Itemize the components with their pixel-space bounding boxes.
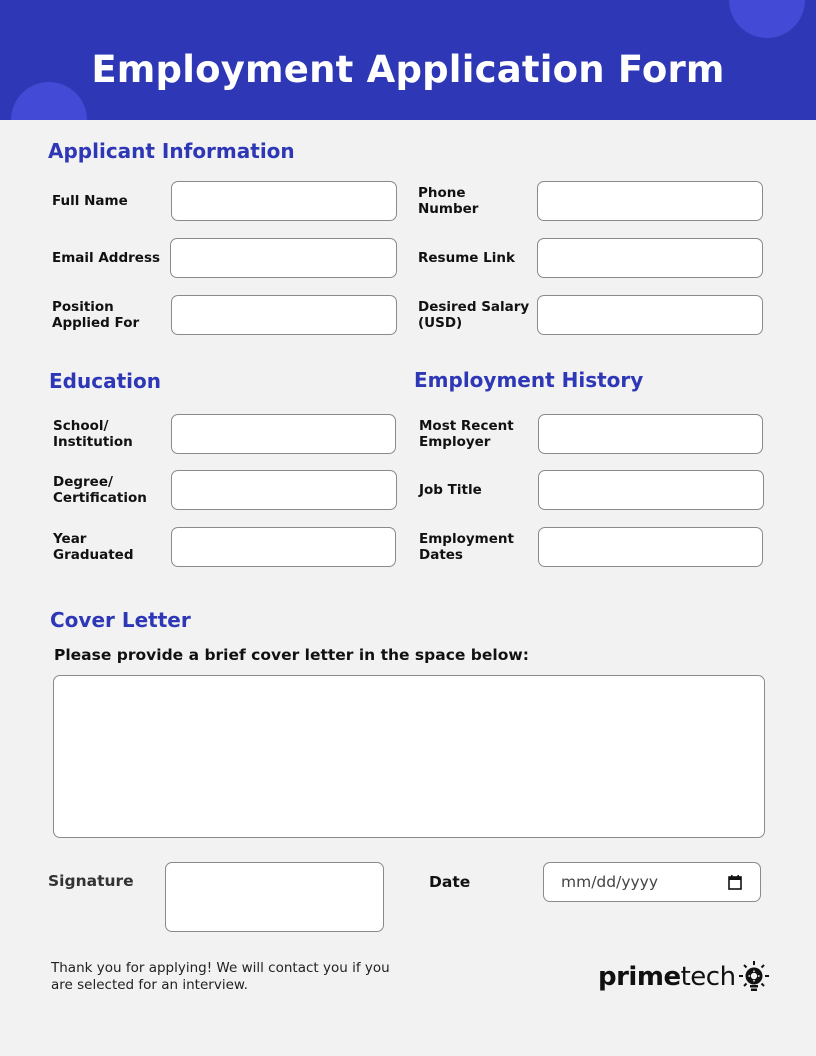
date-placeholder: mm/dd/yyyy — [561, 873, 659, 891]
label-degree-certification: Degree/ Certification — [53, 474, 147, 506]
email-address-field[interactable] — [170, 238, 397, 278]
section-title-cover-letter: Cover Letter — [50, 608, 191, 632]
date-input[interactable] — [543, 862, 761, 902]
date-label: Date — [429, 873, 471, 891]
signature-label: Signature — [48, 872, 134, 890]
label-employment-dates: Employment Dates — [419, 531, 514, 563]
degree-certification-field[interactable] — [171, 470, 397, 510]
label-position-applied: Position Applied For — [52, 299, 140, 331]
position-applied-field[interactable] — [171, 295, 397, 335]
calendar-icon[interactable] — [728, 875, 742, 890]
primetech-logo — [598, 960, 770, 994]
section-title-applicant: Applicant Information — [48, 139, 295, 163]
school-institution-field[interactable] — [171, 414, 396, 454]
cover-letter-textarea[interactable] — [53, 675, 765, 838]
logo-wordmark — [598, 962, 736, 992]
label-resume-link: Resume Link — [418, 250, 515, 266]
label-year-graduated: Year Graduated — [53, 531, 134, 563]
footer-message: Thank you for applying! We will contact you if you are selected for an interview. — [51, 960, 390, 993]
section-title-employment: Employment History — [414, 368, 644, 392]
label-phone-number: Phone Number — [418, 185, 479, 217]
form-header — [0, 0, 816, 120]
label-email-address: Email Address — [52, 250, 161, 266]
cover-letter-instruction: Please provide a brief cover letter in the space below: — [54, 646, 529, 664]
decorative-circle-top-right — [729, 0, 805, 38]
label-school-institution: School/ Institution — [53, 418, 133, 450]
resume-link-field[interactable] — [537, 238, 763, 278]
employment-dates-field[interactable] — [538, 527, 763, 567]
logo-wordmark-regular: tech — [680, 962, 736, 992]
full-name-field[interactable] — [171, 181, 397, 221]
section-title-education: Education — [49, 369, 161, 393]
most-recent-employer-field[interactable] — [538, 414, 763, 454]
label-full-name: Full Name — [52, 193, 128, 209]
lightbulb-gear-icon — [738, 960, 770, 994]
label-job-title: Job Title — [419, 482, 482, 498]
signature-field[interactable] — [165, 862, 384, 932]
job-title-field[interactable] — [538, 470, 764, 510]
phone-number-field[interactable] — [537, 181, 763, 221]
logo-wordmark-bold: prime — [598, 962, 681, 992]
desired-salary-field[interactable] — [537, 295, 763, 335]
year-graduated-field[interactable] — [171, 527, 396, 567]
label-most-recent-employer: Most Recent Employer — [419, 418, 514, 450]
page-title: Employment Application Form — [91, 48, 725, 91]
label-desired-salary: Desired Salary (USD) — [418, 299, 530, 331]
